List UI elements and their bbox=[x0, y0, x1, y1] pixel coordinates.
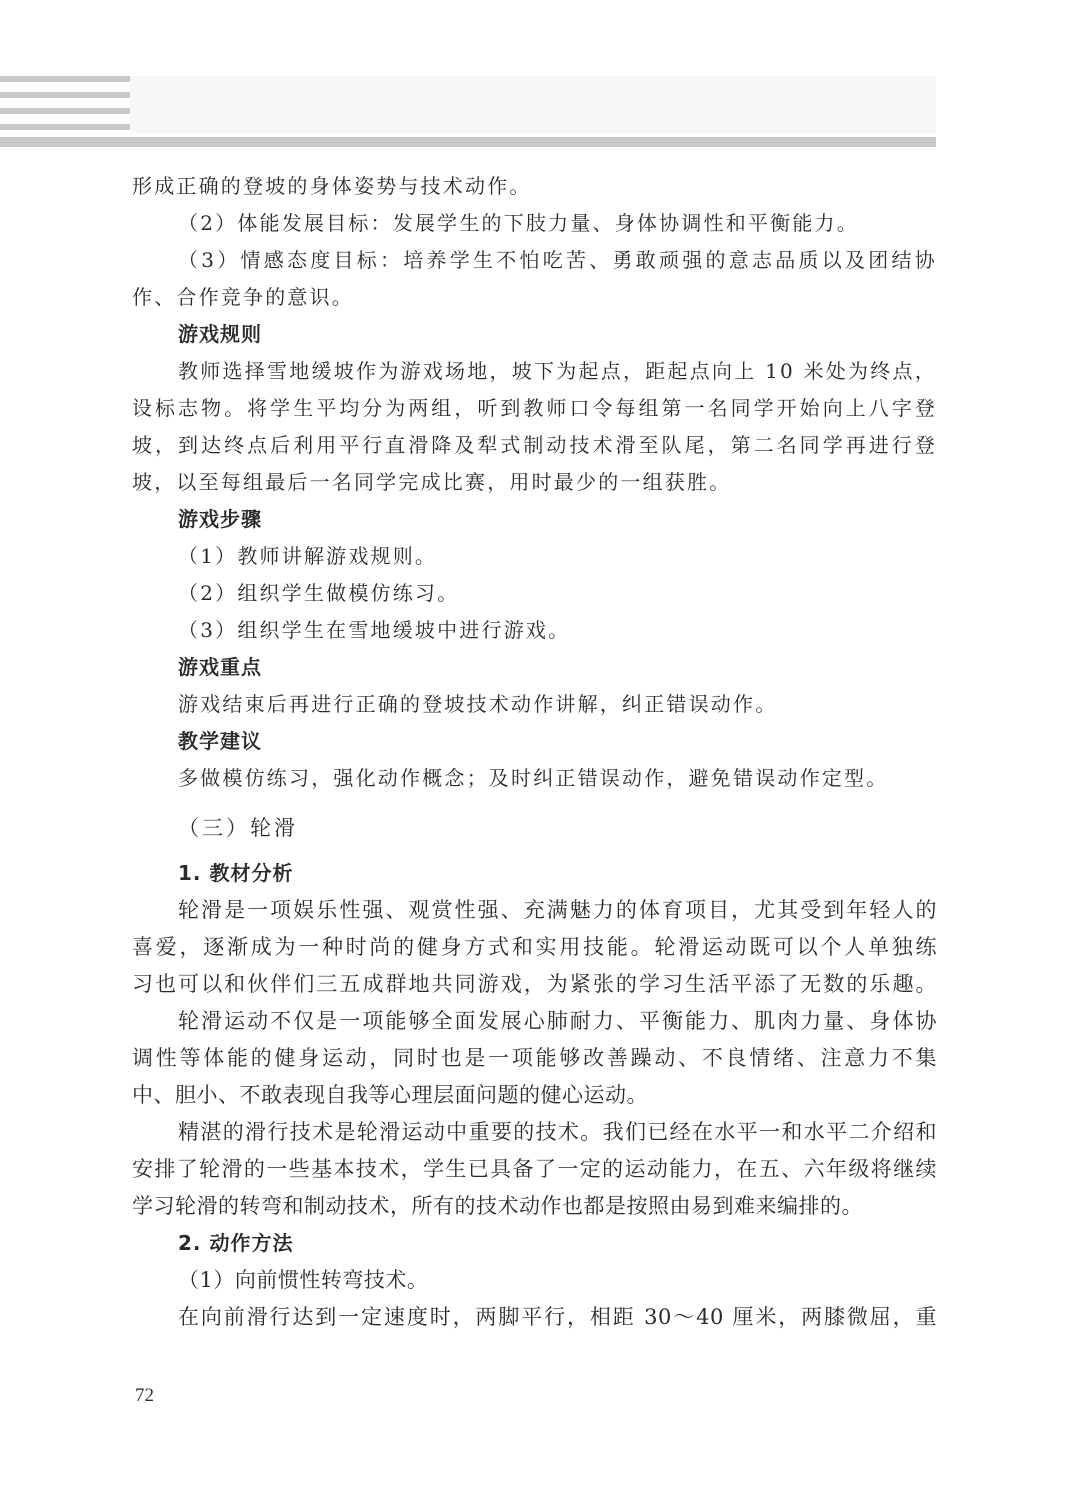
text-line: 调性等体能的健身运动，同时也是一项能够改善躁动、不良情绪、注意力不集 bbox=[132, 1046, 937, 1070]
header-stripe bbox=[0, 92, 130, 98]
text-line: （2）体能发展目标：发展学生的下肢力量、身体协调性和平衡能力。 bbox=[178, 211, 859, 235]
text-line: 坡，到达终点后利用平行直滑降及犁式制动技术滑至队尾，第二名同学再进行登 bbox=[132, 433, 937, 457]
text-line: 学习轮滑的转弯和制动技术，所有的技术动作也都是按照由易到难来编排的。 bbox=[132, 1194, 863, 1218]
subsection-heading-analysis: 1. 教材分析 bbox=[178, 861, 294, 885]
header-stripe bbox=[0, 108, 130, 114]
section-heading-focus: 游戏重点 bbox=[178, 655, 262, 679]
text-line: （1）向前惯性转弯技术。 bbox=[178, 1268, 429, 1292]
text-line: 习也可以和伙伴们三五成群地共同游戏，为紧张的学习生活平添了无数的乐趣。 bbox=[132, 972, 937, 996]
text-line: 坡，以至每组最后一名同学完成比赛，用时最少的一组获胜。 bbox=[132, 470, 732, 494]
header-stripe bbox=[0, 124, 130, 130]
text-line: 教师选择雪地缓坡作为游戏场地，坡下为起点，距起点向上 10 米处为终点， bbox=[178, 359, 937, 383]
header-stripe bbox=[0, 76, 130, 82]
text-line: 安排了轮滑的一些基本技术，学生已具备了一定的运动能力，在五、六年级将继续 bbox=[132, 1157, 937, 1181]
text-line: 游戏结束后再进行正确的登坡技术动作讲解，纠正错误动作。 bbox=[178, 692, 778, 716]
text-line: 作、合作竞争的意识。 bbox=[132, 285, 354, 309]
section-heading-rules: 游戏规则 bbox=[178, 322, 262, 346]
section-title: （三）轮滑 bbox=[178, 816, 298, 840]
page-body bbox=[132, 168, 937, 1336]
text-line: （3）情感态度目标：培养学生不怕吃苦、勇敢顽强的意志品质以及团结协 bbox=[178, 248, 937, 272]
text-line: 喜爱，逐渐成为一种时尚的健身方式和实用技能。轮滑运动既可以个人单独练 bbox=[132, 935, 937, 959]
text-line: 在向前滑行达到一定速度时，两脚平行，相距 30～40 厘米，两膝微屈，重 bbox=[178, 1305, 937, 1329]
subsection-heading-method: 2. 动作方法 bbox=[178, 1231, 294, 1255]
header-band bbox=[130, 76, 936, 133]
text-line: （1）教师讲解游戏规则。 bbox=[178, 544, 438, 568]
text-line: 形成正确的登坡的身体姿势与技术动作。 bbox=[132, 174, 532, 198]
text-line: 中、胆小、不敢表现自我等心理层面问题的健心运动。 bbox=[132, 1083, 648, 1107]
text-line: （2）组织学生做模仿练习。 bbox=[178, 581, 460, 605]
page-number: 72 bbox=[135, 1385, 154, 1406]
text-line: 轮滑运动不仅是一项能够全面发展心肺耐力、平衡能力、肌肉力量、身体协 bbox=[178, 1009, 937, 1033]
text-line: 轮滑是一项娱乐性强、观赏性强、充满魅力的体育项目，尤其受到年轻人的 bbox=[178, 898, 937, 922]
text-line: 多做模仿练习，强化动作概念；及时纠正错误动作，避免错误动作定型。 bbox=[178, 766, 889, 790]
text-line: 设标志物。将学生平均分为两组，听到教师口令每组第一名同学开始向上八字登 bbox=[132, 396, 937, 420]
header-rule bbox=[0, 137, 936, 147]
text-line: 精湛的滑行技术是轮滑运动中重要的技术。我们已经在水平一和水平二介绍和 bbox=[178, 1120, 937, 1144]
section-heading-advice: 教学建议 bbox=[178, 729, 262, 753]
text-line: （3）组织学生在雪地缓坡中进行游戏。 bbox=[178, 618, 571, 642]
section-heading-steps: 游戏步骤 bbox=[178, 507, 262, 531]
